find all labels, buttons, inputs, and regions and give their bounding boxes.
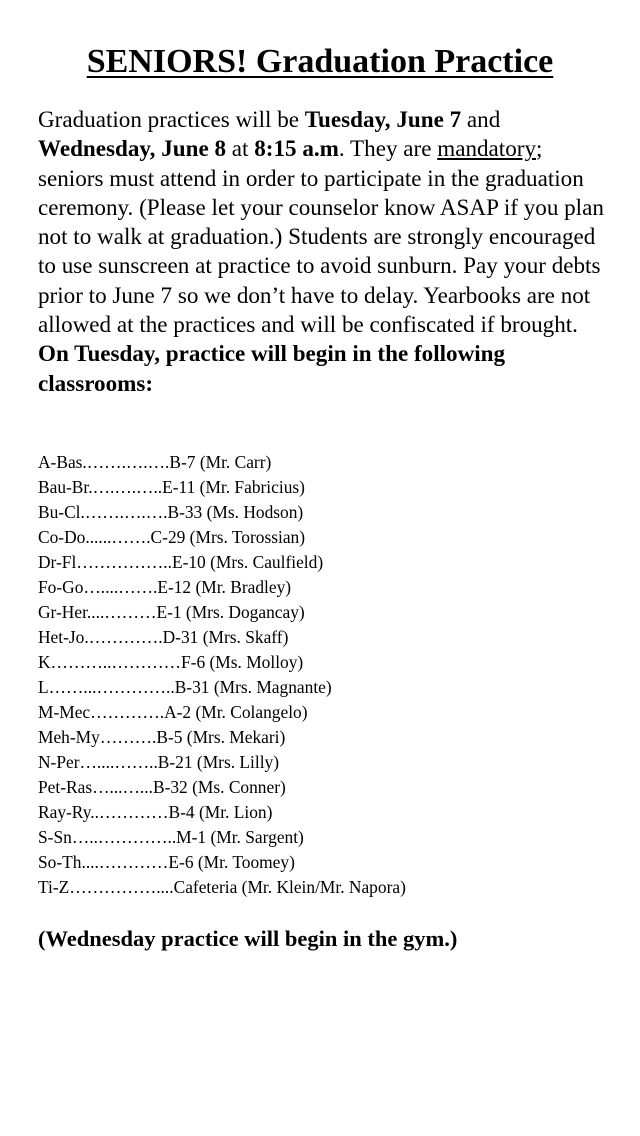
room-assignment-item: So-Th....…………E-6 (Mr. Toomey) xyxy=(38,852,295,872)
room-assignment-item: K………..…………F-6 (Ms. Molloy) xyxy=(38,652,304,672)
intro-text-1: Graduation practices will be xyxy=(38,106,305,132)
room-assignment-item: S-Sn…..…………..M-1 (Mr. Sargent) xyxy=(38,827,304,847)
mandatory-word: mandatory xyxy=(437,135,536,162)
practice-date-wednesday: Wednesday, June 8 xyxy=(38,135,227,162)
wednesday-gym-note: (Wednesday practice will begin in the gym.) xyxy=(38,926,458,951)
room-assignment-item: L……...…………..B-31 (Mrs. Magnante) xyxy=(38,677,332,697)
page-title xyxy=(0,42,640,82)
room-assignment-item: Bau-Br.….….…..E-11 (Mr. Fabricius) xyxy=(38,477,305,497)
room-assignment-item: N-Per…....……..B-21 (Mrs. Lilly) xyxy=(38,752,280,772)
intro-text-3: at xyxy=(226,135,255,162)
room-assignment-item: Meh-My……….B-5 (Mrs. Mekari) xyxy=(38,727,286,747)
room-assignment-item: Bu-Cl.…….….….B-33 (Ms. Hodson) xyxy=(38,502,304,522)
room-assignment-item: Pet-Ras…...…...B-32 (Ms. Conner) xyxy=(38,777,286,797)
room-assignment-item: Gr-Her....………E-1 (Mrs. Dogancay) xyxy=(38,602,305,622)
room-assignment-item: Ray-Ry..…………B-4 (Mr. Lion) xyxy=(38,802,273,822)
room-assignment-item: Co-Do......…….C-29 (Mrs. Torossian) xyxy=(38,527,306,547)
intro-text-5: ; seniors must attend in order to participate in the graduation ceremony. (Please let your counselor know ASAP if you plan not to walk at graduation.) Students are strongly encouraged to use sunscreen at practice to avoid sunburn. Pay your debts prior to June 7 so we don’t have to delay. Yearbooks are not allowed at the practices and will be confiscated if brought. xyxy=(38,135,604,338)
intro-paragraph xyxy=(38,105,610,398)
room-assignment-item: Fo-Go…....…….E-12 (Mr. Bradley) xyxy=(38,577,292,597)
room-assignment-item: M-Mec………….A-2 (Mr. Colangelo) xyxy=(38,702,308,722)
title-text: SENIORS! Graduation Practice xyxy=(86,43,554,80)
practice-date-tuesday: Tuesday, June 7 xyxy=(304,106,462,132)
practice-time: 8:15 a.m xyxy=(254,135,339,162)
tuesday-classrooms-note: On Tuesday, practice will begin in the following classrooms: xyxy=(38,340,506,396)
room-assignment-item: Het-Jo.………….D-31 (Mrs. Skaff) xyxy=(38,627,289,647)
intro-text-4: . They are xyxy=(338,135,438,162)
room-assignment-item: Ti-Z……………....Cafeteria (Mr. Klein/Mr. Napora) xyxy=(38,877,406,897)
room-assignment-item: Dr-Fl……………..E-10 (Mrs. Caulfield) xyxy=(38,552,324,572)
room-assignment-list xyxy=(38,450,610,900)
intro-text-2: and xyxy=(461,106,501,132)
room-assignment-item: A-Bas.…….….….B-7 (Mr. Carr) xyxy=(38,452,272,472)
